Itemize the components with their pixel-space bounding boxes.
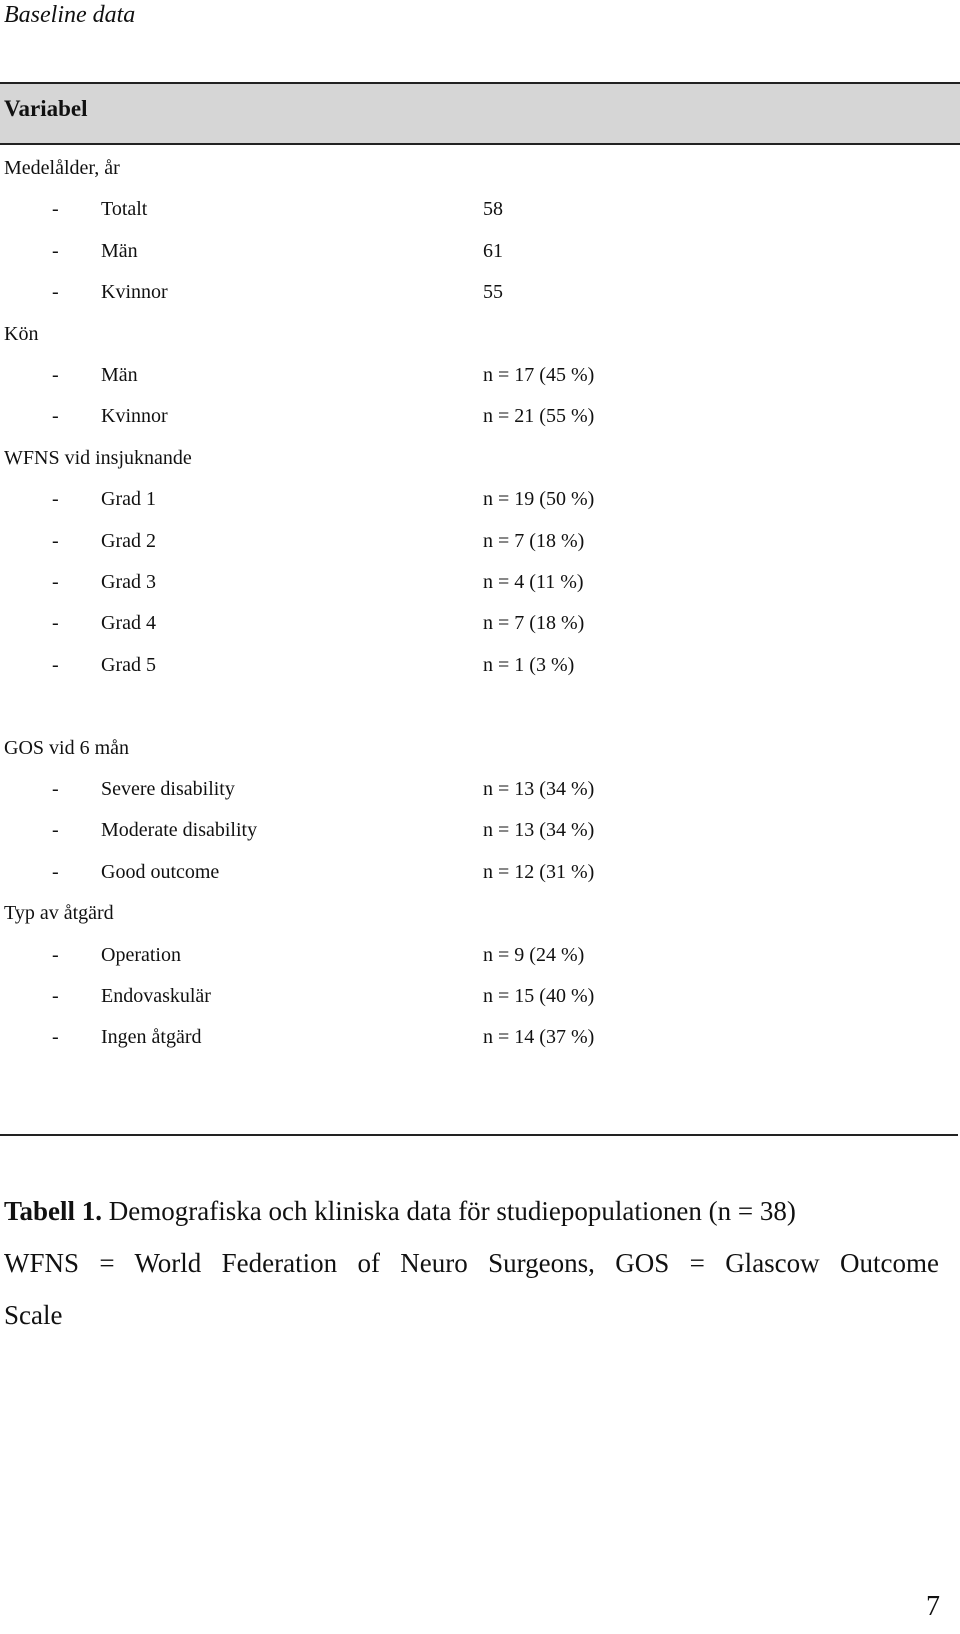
bullet-dash: -	[52, 653, 59, 676]
value-cell: n = 13 (34 %)	[483, 778, 595, 800]
subcategory-label: Grad 4	[101, 612, 156, 635]
table-row	[0, 768, 960, 811]
table-bottom-rule	[0, 1134, 958, 1136]
category-label: Typ av åtgärd	[4, 902, 114, 925]
table-row	[0, 561, 960, 604]
bullet-dash: -	[52, 860, 59, 883]
table-row	[0, 437, 960, 480]
value-cell: 55	[483, 281, 503, 304]
value-cell: n = 15 (40 %)	[483, 985, 595, 1007]
table-caption	[4, 1185, 939, 1341]
table-row	[0, 975, 960, 1018]
category-label: Kön	[4, 322, 39, 345]
value-cell: 61	[483, 239, 503, 262]
subcategory-label: Kvinnor	[101, 405, 168, 428]
table-row	[0, 230, 960, 273]
table-row	[0, 188, 960, 231]
bullet-dash: -	[52, 1026, 59, 1049]
value-cell: n = 9 (24 %)	[483, 943, 585, 966]
bullet-dash: -	[52, 198, 59, 221]
table-row	[0, 395, 960, 438]
table-row	[0, 478, 960, 521]
subcategory-label: Totalt	[101, 198, 148, 221]
table-header-band	[0, 82, 960, 145]
bullet-dash: -	[52, 571, 59, 593]
subcategory-label: Operation	[101, 943, 181, 966]
subcategory-label: Grad 5	[101, 653, 156, 676]
table-row	[0, 313, 960, 356]
value-cell: 58	[483, 198, 503, 221]
category-label: Medelålder, år	[4, 157, 120, 179]
table-row	[0, 147, 960, 190]
caption-label: Tabell 1.	[4, 1196, 103, 1226]
category-label: WFNS vid insjuknande	[4, 446, 192, 469]
abbreviation-note-line2: Scale	[4, 1300, 63, 1330]
table-row	[0, 520, 960, 563]
table-row	[0, 892, 960, 935]
table-row	[0, 809, 960, 852]
subcategory-label: Grad 1	[101, 488, 156, 511]
bullet-dash: -	[52, 985, 59, 1007]
bullet-dash: -	[52, 239, 59, 262]
bullet-dash: -	[52, 943, 59, 966]
table-row	[0, 644, 960, 687]
subcategory-label: Män	[101, 364, 138, 386]
subcategory-label: Moderate disability	[101, 819, 258, 842]
value-cell: n = 17 (45 %)	[483, 364, 595, 386]
bullet-dash: -	[52, 612, 59, 635]
bullet-dash: -	[52, 778, 59, 800]
bullet-dash: -	[52, 529, 59, 552]
value-cell: n = 13 (34 %)	[483, 819, 595, 842]
bullet-dash: -	[52, 405, 59, 428]
subcategory-label: Grad 2	[101, 529, 156, 552]
value-cell: n = 19 (50 %)	[483, 488, 595, 511]
subcategory-label: Endovaskulär	[101, 985, 211, 1007]
value-cell: n = 12 (31 %)	[483, 860, 595, 883]
caption-text: Demografiska och kliniska data för studiepopulationen (n = 38)	[102, 1196, 796, 1226]
value-cell: n = 21 (55 %)	[483, 405, 595, 428]
table-row	[0, 685, 960, 728]
section-heading: Baseline data	[4, 2, 136, 28]
subcategory-label: Ingen åtgärd	[101, 1026, 202, 1049]
bullet-dash: -	[52, 364, 59, 386]
table-row	[0, 851, 960, 894]
table-row	[0, 1016, 960, 1059]
table-row	[0, 271, 960, 314]
value-cell: n = 7 (18 %)	[483, 612, 585, 635]
bullet-dash: -	[52, 819, 59, 842]
value-cell: n = 14 (37 %)	[483, 1026, 595, 1049]
bullet-dash: -	[52, 281, 59, 304]
abbreviation-note-line1: WFNS = World Federation of Neuro Surgeons, GOS = Glascow Outcome	[4, 1248, 939, 1278]
table-header-variabel: Variabel	[4, 96, 88, 121]
value-cell: n = 7 (18 %)	[483, 529, 585, 552]
subcategory-label: Good outcome	[101, 860, 220, 883]
page-number: 7	[926, 1591, 940, 1622]
bullet-dash: -	[52, 488, 59, 511]
subcategory-label: Män	[101, 239, 138, 262]
table-row	[0, 602, 960, 645]
value-cell: n = 4 (11 %)	[483, 571, 584, 593]
category-label: GOS vid 6 mån	[4, 736, 129, 759]
table-row	[0, 354, 960, 397]
table-row	[0, 727, 960, 770]
subcategory-label: Grad 3	[101, 571, 156, 593]
subcategory-label: Kvinnor	[101, 281, 168, 304]
subcategory-label: Severe disability	[101, 778, 235, 800]
value-cell: n = 1 (3 %)	[483, 653, 575, 676]
table-row	[0, 934, 960, 977]
